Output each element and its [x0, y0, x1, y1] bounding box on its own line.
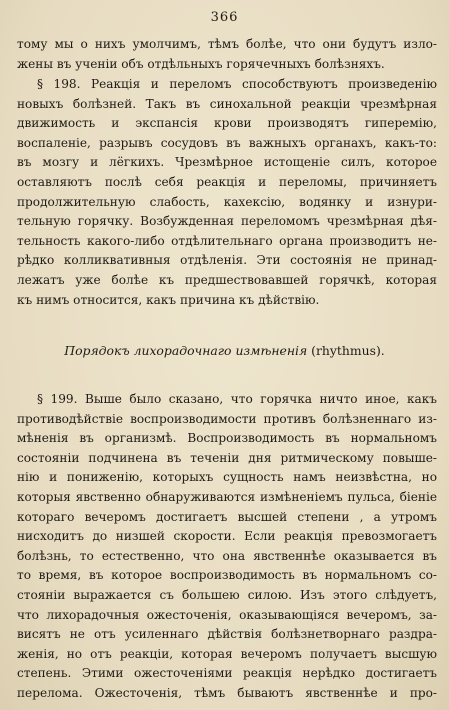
text-line: лежатъ уже болѣе къ предшествовавшей горячкѣ, которая: [17, 272, 437, 287]
section-198-paragraph: [17, 75, 437, 310]
text-line: оставляютъ послѣ себя реакція и переломы, причиняетъ: [17, 174, 437, 189]
text-line: которыя явственно обнаруживаются измѣненіемъ пульса, біеніе: [17, 489, 437, 504]
text-line: тому мы о нихъ умолчимъ, тѣмъ болѣе, что они будутъ изло-: [17, 37, 437, 51]
section-199-paragraph: [17, 390, 437, 704]
text-line: стояніи выражается съ большею силою. Изъ этого слѣдуетъ,: [17, 587, 437, 602]
text-line: котораго вечеромъ достигаетъ высшей степени , а утромъ: [17, 509, 437, 524]
text-line: въ мозгу и лёгкихъ. Чрезмѣрное истощеніе силъ, которое: [17, 155, 437, 170]
text-line: степень. Этими ожесточеніями реакція нерѣдко достигаетъ: [17, 666, 437, 681]
section-heading: [0, 343, 449, 358]
text-line: тельность какого-либо отдѣлительнаго органа производитъ не-: [17, 233, 437, 248]
text-line: женія, но отъ реакціи, которая вечеромъ получаетъ высшую: [17, 646, 437, 661]
text-line: болѣзнь, то естественно, что она явственнѣе оказывается въ: [17, 548, 437, 563]
text-line: мѣненія въ организмѣ. Воспроизводимость въ нормальномъ: [17, 431, 437, 446]
text-line: къ нимъ относится, какъ причина къ дѣйствію.: [17, 292, 320, 307]
text-line: тельную горячку. Возбужденная переломомъ чрезмѣрная дѣя-: [17, 214, 437, 229]
text-line: рѣдко колликвативныя отдѣленія. Эти состоянія не принад-: [17, 253, 437, 268]
text-line: § 199. Выше было сказано, что горячка ничто иное, какъ: [37, 392, 437, 406]
text-line: состояніи подчинена въ теченіи дня ритмическому повыше-: [17, 450, 437, 465]
text-line: противодѣйствіе воспроизводимости противъ болѣзненнаго из-: [17, 411, 437, 426]
text-line: жены въ ученіи объ отдѣльныхъ горячечныхъ болѣзняхъ.: [17, 56, 385, 71]
page-number: 366: [210, 10, 239, 25]
text-line: перелома. Ожесточенія, тѣмъ бываютъ явственнѣе и про-: [17, 685, 437, 700]
text-line: нію и пониженію, которыхъ сущность намъ неизвѣстна, но: [17, 470, 437, 485]
text-line: что лихорадочныя ожесточенія, оказывающіяся вечеромъ, за-: [17, 607, 437, 622]
heading-extra: (rhythmus).: [311, 343, 385, 358]
text-line: движимость и экспансія крови производятъ гиперемію,: [17, 116, 437, 131]
text-line: § 198. Реакція и переломъ способствуютъ произведенію: [37, 77, 437, 91]
text-line: продолжительную слабость, кахексію, водянку и изнури-: [17, 194, 437, 209]
intro-paragraph: [17, 35, 437, 74]
text-line: то время, въ которое воспроизводимость въ нормальномъ со-: [17, 568, 437, 583]
text-line: воспаленіе, разрывъ сосудовъ въ важныхъ органахъ, какъ-то:: [17, 135, 437, 150]
heading-title: Порядокъ лихорадочнаго измѣненія: [64, 343, 308, 358]
text-line: нисходитъ до низшей скорости. Если реакція превозмогаетъ: [17, 529, 437, 544]
text-line: висятъ не отъ усиленнаго дѣйствія болѣзнетворнаго раздра-: [17, 627, 437, 642]
text-line: новыхъ болѣзней. Такъ въ синохальной реакціи чрезмѣрная: [17, 96, 437, 111]
